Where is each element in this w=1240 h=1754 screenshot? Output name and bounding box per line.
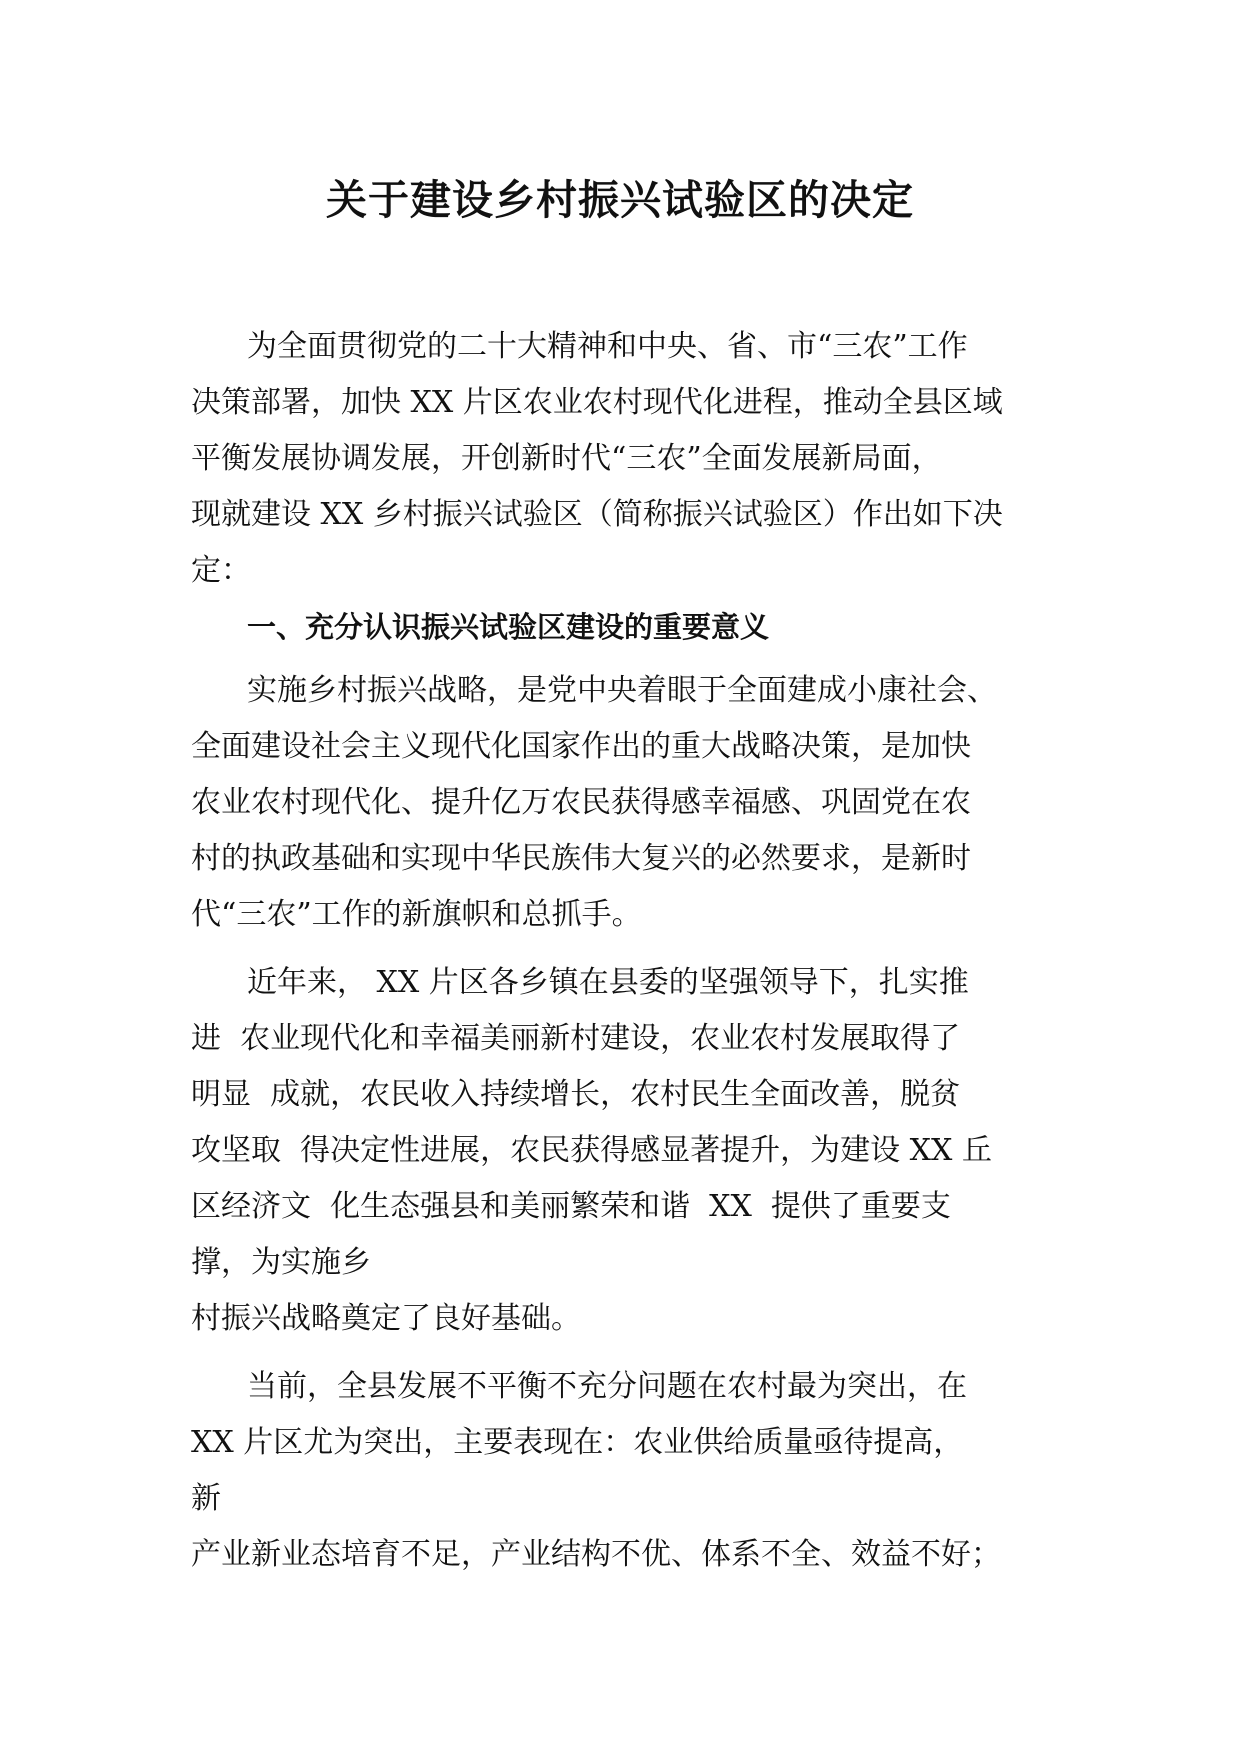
para1-line-3: 农业农村现代化、提升亿万农民获得感幸福感、巩固党在农 xyxy=(191,785,971,820)
para3-line-1: 当前，全县发展不平衡不充分问题在农村最为突出，在 xyxy=(247,1369,967,1404)
intro-line-4: 现就建设 XX 乡村振兴试验区（简称振兴试验区）作出如下决 xyxy=(191,497,1003,532)
para2-line-4: 攻坚取 得决定性进展，农民获得感显著提升，为建设 XX 丘 xyxy=(191,1133,992,1168)
intro-line-1: 为全面贯彻党的二十大精神和中央、省、市“三农”工作 xyxy=(247,329,968,364)
intro-line-2: 决策部署，加快 XX 片区农业农村现代化进程，推动全县区域 xyxy=(191,385,1003,420)
intro-line-5: 定： xyxy=(191,553,251,588)
section1-heading: 一、充分认识振兴试验区建设的重要意义 xyxy=(247,610,770,644)
para2-line-7: 村振兴战略奠定了良好基础。 xyxy=(191,1301,581,1336)
para3-line-4: 产业新业态培育不足，产业结构不优、体系不全、效益不好； xyxy=(191,1537,1001,1572)
para1-line-2: 全面建设社会主义现代化国家作出的重大战略决策，是加快 xyxy=(191,729,971,764)
para3-line-2: XX 片区尤为突出，主要表现在：农业供给质量亟待提高， xyxy=(191,1425,964,1460)
para3-line-3: 新 xyxy=(191,1481,221,1516)
intro-line-3: 平衡发展协调发展，开创新时代“三农”全面发展新局面， xyxy=(191,441,942,476)
para2-line-3: 明显 成就，农民收入持续增长，农村民生全面改善，脱贫 xyxy=(191,1077,961,1112)
para1-line-4: 村的执政基础和实现中华民族伟大复兴的必然要求，是新时 xyxy=(191,841,971,876)
para2-line-1: 近年来， XX 片区各乡镇在县委的坚强领导下，扎实推 xyxy=(247,965,969,1000)
para2-line-6: 撑，为实施乡 xyxy=(191,1245,371,1280)
document-title: 关于建设乡村振兴试验区的决定 xyxy=(326,176,914,224)
para1-line-1: 实施乡村振兴战略，是党中央着眼于全面建成小康社会、 xyxy=(247,673,997,708)
para2-line-2: 进 农业现代化和幸福美丽新村建设，农业农村发展取得了 xyxy=(191,1021,961,1056)
para1-line-5: 代“三农”工作的新旗帜和总抓手。 xyxy=(191,897,642,932)
para2-line-5: 区经济文 化生态强县和美丽繁荣和谐 XX 提供了重要支 xyxy=(191,1189,951,1224)
